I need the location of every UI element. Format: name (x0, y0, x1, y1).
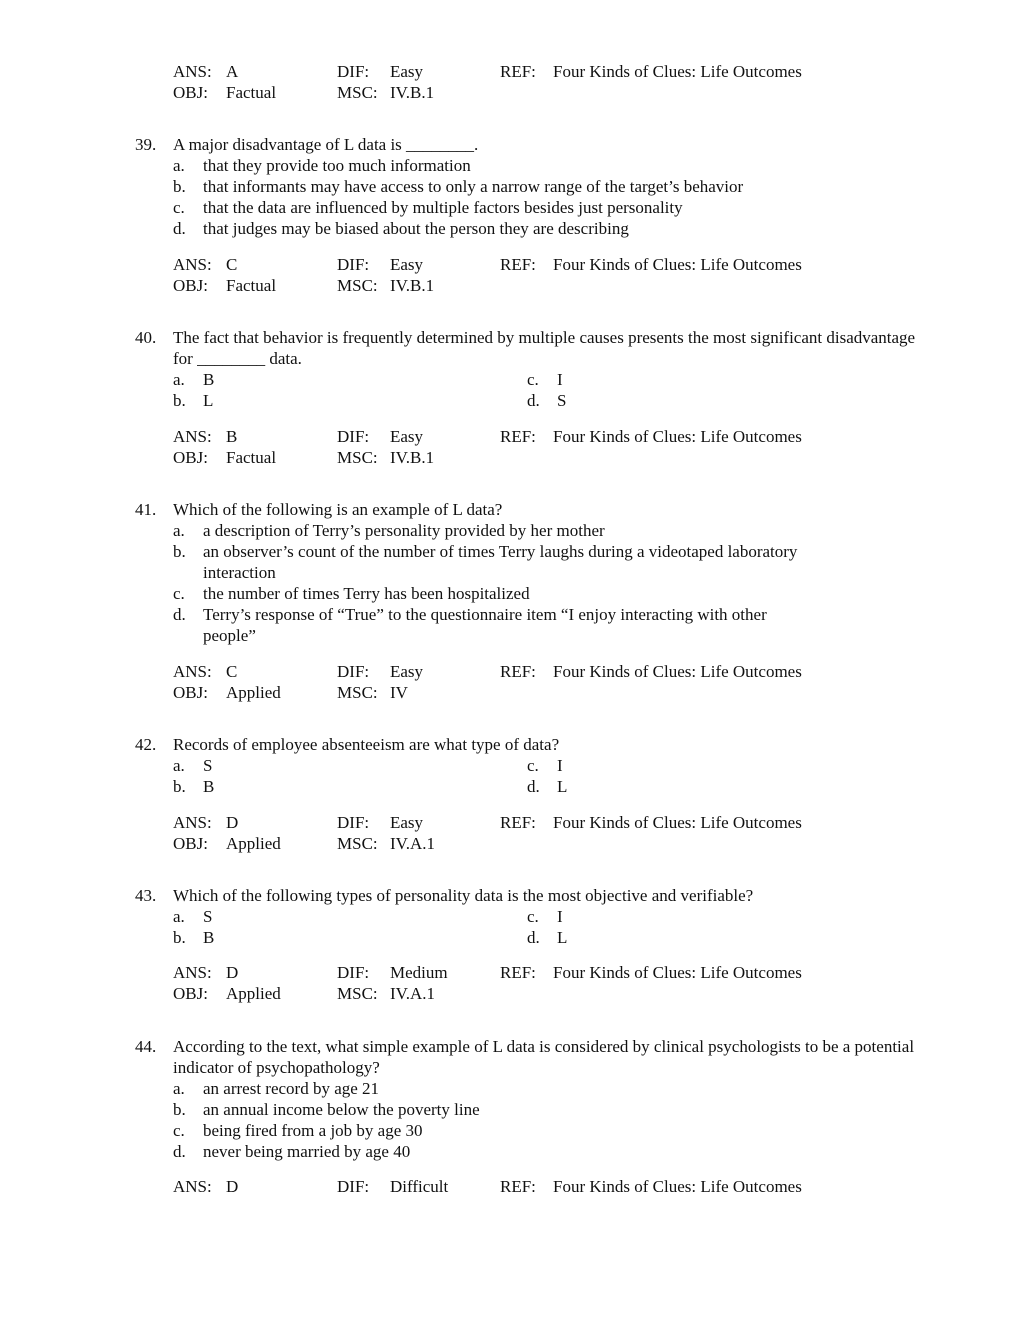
question-39 (135, 134, 925, 239)
question-42 (135, 734, 925, 797)
ans-key: ANS: (173, 255, 212, 274)
question-40 (135, 327, 925, 411)
question-stem: Which of the following types of personality data is the most objective and verifiable? (173, 886, 754, 905)
option-label: b. (173, 177, 186, 196)
option-text: S (557, 391, 567, 410)
obj-value: Factual (226, 276, 277, 295)
option-text: Terry’s response of “True” to the questionnaire item “I enjoy interacting with other people” (203, 605, 767, 645)
ref-key: REF: (500, 1177, 536, 1196)
options-grid (173, 906, 925, 948)
ans-value: B (226, 427, 238, 446)
option-label: a. (173, 1079, 185, 1098)
dif-value: Easy (390, 62, 424, 81)
option-label: d. (173, 605, 186, 624)
obj-value: Applied (226, 984, 281, 1003)
dif-key: DIF: (337, 62, 370, 81)
option-d (527, 927, 567, 948)
option-text: an arrest record by age 21 (203, 1079, 380, 1098)
question-stem: According to the text, what simple example of L data is considered by clinical psychologists to be a potential indicator of psychopathology? (173, 1037, 915, 1077)
option-label: b. (173, 928, 186, 947)
question-44 (135, 1036, 925, 1162)
option-label: a. (173, 521, 185, 540)
option-b (173, 541, 863, 583)
objective-row (173, 833, 933, 854)
obj-key: OBJ: (173, 834, 208, 853)
option-text: the number of times Terry has been hospitalized (203, 584, 530, 603)
option-a (173, 1078, 925, 1099)
dif-key: DIF: (337, 963, 370, 982)
ans-value: D (226, 1177, 239, 1196)
option-label: d. (527, 391, 540, 410)
option-label: a. (173, 370, 185, 389)
ref-key: REF: (500, 813, 536, 832)
obj-key: OBJ: (173, 83, 208, 102)
option-text: being fired from a job by age 30 (203, 1121, 423, 1140)
option-text: that they provide too much information (203, 156, 471, 175)
answer-row (173, 426, 933, 447)
option-text: that informants may have access to only a narrow range of the target’s behavior (203, 177, 744, 196)
answer-row (173, 661, 933, 682)
ref-value: Four Kinds of Clues: Life Outcomes (553, 963, 802, 982)
option-text: L (557, 777, 568, 796)
option-text: S (203, 756, 213, 775)
option-b (173, 176, 925, 197)
ans-value: C (226, 662, 238, 681)
option-label: a. (173, 756, 185, 775)
option-label: c. (527, 370, 539, 389)
answer-block-q44 (173, 1176, 933, 1218)
msc-value: IV (390, 683, 408, 702)
option-d (527, 776, 567, 797)
option-a (173, 520, 925, 541)
answer-block-q40 (173, 426, 933, 468)
answer-block-q42 (173, 812, 933, 854)
option-c (527, 755, 563, 776)
option-label: c. (527, 907, 539, 926)
option-text: that judges may be biased about the person they are describing (203, 219, 629, 238)
option-c (527, 906, 563, 927)
options-grid (173, 755, 925, 797)
question-stem: A major disadvantage of L data is ________. (173, 135, 479, 154)
msc-key: MSC: (337, 448, 378, 467)
option-label: c. (173, 1121, 185, 1140)
question-number: 40. (135, 328, 157, 347)
ans-value: D (226, 963, 239, 982)
objective-row (173, 447, 933, 468)
msc-key: MSC: (337, 83, 378, 102)
objective-row (173, 82, 933, 103)
option-label: d. (527, 928, 540, 947)
ref-key: REF: (500, 427, 536, 446)
option-text: never being married by age 40 (203, 1142, 411, 1161)
ans-key: ANS: (173, 62, 212, 81)
question-stem: Records of employee absenteeism are what type of data? (173, 735, 560, 754)
option-label: b. (173, 777, 186, 796)
obj-key: OBJ: (173, 276, 208, 295)
question-number: 44. (135, 1037, 157, 1056)
ref-value: Four Kinds of Clues: Life Outcomes (553, 1177, 802, 1196)
ref-value: Four Kinds of Clues: Life Outcomes (553, 427, 802, 446)
dif-key: DIF: (337, 427, 370, 446)
option-text: an annual income below the poverty line (203, 1100, 480, 1119)
answer-row (173, 962, 933, 983)
obj-key: OBJ: (173, 448, 208, 467)
question-stem: Which of the following is an example of L data? (173, 500, 503, 519)
option-b (173, 927, 214, 948)
dif-value: Easy (390, 427, 424, 446)
ref-value: Four Kinds of Clues: Life Outcomes (553, 662, 802, 681)
options-grid (173, 369, 925, 411)
objective-row (173, 682, 933, 703)
option-c (173, 583, 925, 604)
option-label: a. (173, 907, 185, 926)
option-label: c. (527, 756, 539, 775)
obj-value: Factual (226, 83, 277, 102)
answer-block-q43 (173, 962, 933, 1004)
option-label: d. (173, 1142, 186, 1161)
obj-key: OBJ: (173, 683, 208, 702)
msc-key: MSC: (337, 683, 378, 702)
option-c (527, 369, 563, 390)
ans-key: ANS: (173, 1177, 212, 1196)
objective-row (173, 983, 933, 1004)
option-text: an observer’s count of the number of times Terry laughs during a videotaped laboratory interaction (203, 542, 798, 582)
option-text: S (203, 907, 213, 926)
option-a (173, 369, 214, 390)
obj-value: Factual (226, 448, 277, 467)
msc-value: IV.B.1 (390, 83, 435, 102)
question-43 (135, 885, 925, 948)
option-a (173, 755, 212, 776)
option-text: B (203, 370, 215, 389)
answer-row (173, 812, 933, 833)
answer-block-q39 (173, 254, 933, 296)
option-text: B (203, 928, 215, 947)
msc-value: IV.B.1 (390, 448, 435, 467)
option-label: b. (173, 391, 186, 410)
dif-value: Easy (390, 662, 424, 681)
question-number: 41. (135, 500, 157, 519)
question-41 (135, 499, 925, 646)
ans-value: D (226, 813, 239, 832)
msc-value: IV.A.1 (390, 834, 436, 853)
option-a (173, 155, 925, 176)
ref-key: REF: (500, 963, 536, 982)
answer-block-q38 (173, 61, 933, 103)
dif-key: DIF: (337, 255, 370, 274)
question-number: 42. (135, 735, 157, 754)
dif-value: Difficult (390, 1177, 449, 1196)
option-label: a. (173, 156, 185, 175)
ans-key: ANS: (173, 813, 212, 832)
option-d (173, 218, 925, 239)
ans-key: ANS: (173, 662, 212, 681)
obj-value: Applied (226, 683, 281, 702)
ans-key: ANS: (173, 963, 212, 982)
option-text: L (557, 928, 568, 947)
msc-value: IV.B.1 (390, 276, 435, 295)
dif-value: Easy (390, 255, 424, 274)
dif-value: Medium (390, 963, 448, 982)
answer-row (173, 254, 933, 275)
obj-value: Applied (226, 834, 281, 853)
ref-value: Four Kinds of Clues: Life Outcomes (553, 62, 802, 81)
msc-key: MSC: (337, 834, 378, 853)
option-d (173, 604, 823, 646)
dif-key: DIF: (337, 1177, 370, 1196)
dif-value: Easy (390, 813, 424, 832)
dif-key: DIF: (337, 813, 370, 832)
option-label: d. (173, 219, 186, 238)
option-text: a description of Terry’s personality provided by her mother (203, 521, 605, 540)
option-label: d. (527, 777, 540, 796)
ans-value: C (226, 255, 238, 274)
option-d (527, 390, 566, 411)
option-label: b. (173, 542, 186, 561)
option-label: c. (173, 198, 185, 217)
answer-row (173, 61, 933, 82)
option-text: L (203, 391, 214, 410)
option-text: that the data are influenced by multiple factors besides just personality (203, 198, 683, 217)
option-b (173, 390, 213, 411)
ref-key: REF: (500, 62, 536, 81)
question-number: 39. (135, 135, 157, 154)
option-b (173, 776, 214, 797)
ans-key: ANS: (173, 427, 212, 446)
dif-key: DIF: (337, 662, 370, 681)
question-number: 43. (135, 886, 157, 905)
option-label: c. (173, 584, 185, 603)
option-text: I (557, 907, 563, 926)
ref-value: Four Kinds of Clues: Life Outcomes (553, 255, 802, 274)
option-label: b. (173, 1100, 186, 1119)
option-c (173, 197, 925, 218)
ref-value: Four Kinds of Clues: Life Outcomes (553, 813, 802, 832)
option-text: B (203, 777, 215, 796)
option-c (173, 1120, 925, 1141)
option-text: I (557, 370, 563, 389)
msc-key: MSC: (337, 984, 378, 1003)
msc-value: IV.A.1 (390, 984, 436, 1003)
objective-row (173, 275, 933, 296)
answer-block-q41 (173, 661, 933, 703)
answer-row (173, 1176, 933, 1197)
msc-key: MSC: (337, 276, 378, 295)
obj-key: OBJ: (173, 984, 208, 1003)
question-stem: The fact that behavior is frequently determined by multiple causes presents the most significant disadvantage for ________ data. (173, 328, 916, 368)
ans-value: A (226, 62, 239, 81)
option-a (173, 906, 212, 927)
option-b (173, 1099, 925, 1120)
option-text: I (557, 756, 563, 775)
ref-key: REF: (500, 662, 536, 681)
ref-key: REF: (500, 255, 536, 274)
option-d (173, 1141, 925, 1162)
